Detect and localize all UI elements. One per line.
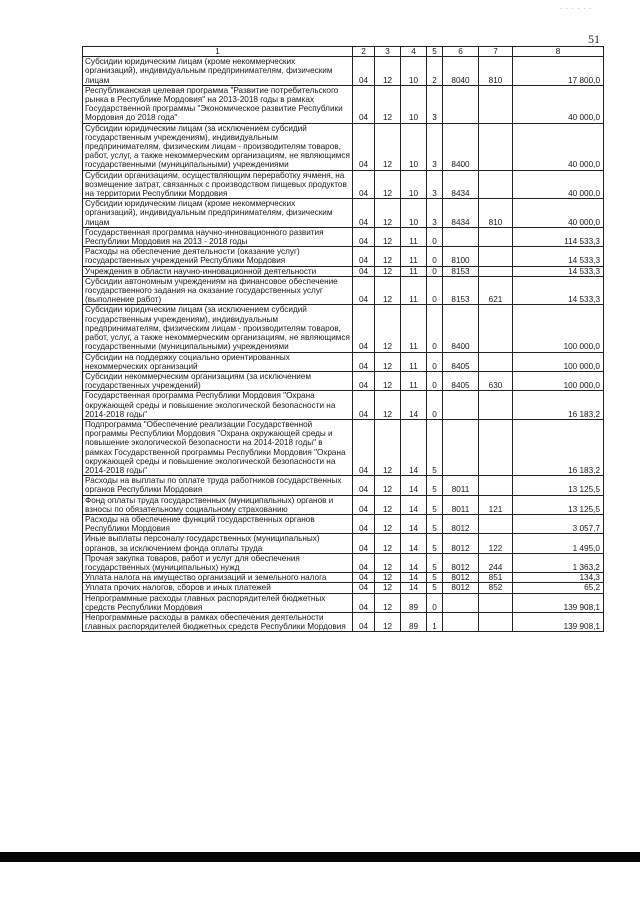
table-row — [83, 247, 604, 266]
row-code-4: 11 — [401, 305, 427, 352]
row-amount: 40 000,0 — [513, 170, 604, 199]
row-code-5: 3 — [427, 85, 443, 123]
row-code-6: 8434 — [443, 170, 479, 199]
table-row — [83, 85, 604, 123]
row-code-2: 04 — [353, 514, 375, 533]
row-description: Подпрограмма "Обеспечение реализации Государственной программы Республики Мордовия "Охрана окружающей среды и повышение экологической безопасности на 2014-2018 годы" в рамках Государственной программы Республики Мордовия "Охрана окружающей среды и повышение экологической безопасности на 2014-2018 годы" — [83, 419, 353, 475]
row-code-4: 14 — [401, 476, 427, 495]
table-row — [83, 371, 604, 390]
row-code-3: 12 — [375, 476, 401, 495]
col-header-4: 4 — [401, 47, 427, 57]
row-code-4: 14 — [401, 573, 427, 583]
row-code-7: 121 — [479, 495, 513, 514]
row-amount: 139 908,1 — [513, 593, 604, 612]
row-description: Субсидии юридическим лицам (кроме некоммерческих организаций), индивидуальным предпринимателям, физическим лицам — [83, 57, 353, 86]
row-code-3: 12 — [375, 199, 401, 228]
row-code-7 — [479, 123, 513, 170]
row-code-6: 8012 — [443, 583, 479, 593]
row-code-3: 12 — [375, 170, 401, 199]
row-code-4: 14 — [401, 419, 427, 475]
row-amount: 14 533,3 — [513, 276, 604, 305]
row-code-6 — [443, 419, 479, 475]
row-code-3: 12 — [375, 612, 401, 631]
row-description: Субсидии организациям, осуществляющим переработку ячменя, на возмещение затрат, связанных с производством пищевых продуктов на территории Республики Мордовия — [83, 170, 353, 199]
col-header-8: 8 — [513, 47, 604, 57]
row-code-4: 10 — [401, 123, 427, 170]
row-code-6: 8153 — [443, 266, 479, 276]
row-code-4: 11 — [401, 247, 427, 266]
row-amount: 100 000,0 — [513, 371, 604, 390]
col-header-2: 2 — [353, 47, 375, 57]
row-code-3: 12 — [375, 123, 401, 170]
row-code-3: 12 — [375, 352, 401, 371]
row-code-2: 04 — [353, 391, 375, 420]
row-code-3: 12 — [375, 495, 401, 514]
row-code-2: 04 — [353, 495, 375, 514]
row-amount: 3 057,7 — [513, 514, 604, 533]
row-code-6: 8011 — [443, 495, 479, 514]
row-code-5: 3 — [427, 199, 443, 228]
row-code-2: 04 — [353, 57, 375, 86]
row-code-5: 5 — [427, 495, 443, 514]
row-code-4: 10 — [401, 170, 427, 199]
row-description: Субсидии на поддержку социально ориентированных некоммерческих организаций — [83, 352, 353, 371]
table-row — [83, 305, 604, 352]
row-code-2: 04 — [353, 534, 375, 553]
row-description: Республиканская целевая программа "Развитие потребительского рынка в Республике Мордовия" на 2013-2018 годы в рамках Государственной программы "Экономическое развитие Республики Мордовия до 2018 года" — [83, 85, 353, 123]
row-code-6: 8405 — [443, 352, 479, 371]
row-code-4: 14 — [401, 553, 427, 572]
row-code-6: 8400 — [443, 305, 479, 352]
row-description: Расходы на обеспечение функций государственных органов Республики Мордовия — [83, 514, 353, 533]
row-code-6 — [443, 85, 479, 123]
row-description: Субсидии некоммерческим организациям (за исключением государственных учреждений) — [83, 371, 353, 390]
table-row — [83, 123, 604, 170]
row-code-6 — [443, 227, 479, 246]
row-code-2: 04 — [353, 247, 375, 266]
row-code-5: 3 — [427, 170, 443, 199]
row-code-7 — [479, 266, 513, 276]
row-code-5: 5 — [427, 573, 443, 583]
row-code-3: 12 — [375, 227, 401, 246]
row-code-5: 5 — [427, 553, 443, 572]
row-code-7 — [479, 593, 513, 612]
row-code-5: 1 — [427, 612, 443, 631]
col-header-1: 1 — [83, 47, 353, 57]
row-code-3: 12 — [375, 553, 401, 572]
row-code-5: 0 — [427, 391, 443, 420]
row-code-3: 12 — [375, 534, 401, 553]
table-row — [83, 391, 604, 420]
row-code-7 — [479, 170, 513, 199]
row-amount: 14 533,3 — [513, 247, 604, 266]
row-code-5: 0 — [427, 371, 443, 390]
row-code-5: 0 — [427, 593, 443, 612]
row-code-3: 12 — [375, 593, 401, 612]
row-amount: 134,3 — [513, 573, 604, 583]
row-code-5: 0 — [427, 227, 443, 246]
row-code-5: 0 — [427, 276, 443, 305]
row-amount: 65,2 — [513, 583, 604, 593]
table-row — [83, 553, 604, 572]
row-code-4: 14 — [401, 391, 427, 420]
row-code-7: 810 — [479, 199, 513, 228]
row-code-2: 04 — [353, 612, 375, 631]
row-code-7 — [479, 352, 513, 371]
row-code-6 — [443, 391, 479, 420]
row-code-6: 8011 — [443, 476, 479, 495]
row-code-7 — [479, 305, 513, 352]
row-code-3: 12 — [375, 514, 401, 533]
row-amount: 16 183,2 — [513, 419, 604, 475]
row-code-2: 04 — [353, 170, 375, 199]
col-header-6: 6 — [443, 47, 479, 57]
row-code-2: 04 — [353, 305, 375, 352]
row-amount: 40 000,0 — [513, 85, 604, 123]
row-code-2: 04 — [353, 419, 375, 475]
row-code-6: 8012 — [443, 573, 479, 583]
table-row — [83, 593, 604, 612]
table-body — [83, 57, 604, 632]
row-code-3: 12 — [375, 266, 401, 276]
table-row — [83, 419, 604, 475]
row-code-7 — [479, 247, 513, 266]
row-code-3: 12 — [375, 371, 401, 390]
row-description: Учреждения в области научно-инновационной деятельности — [83, 266, 353, 276]
row-code-6: 8012 — [443, 553, 479, 572]
table-row — [83, 495, 604, 514]
row-amount: 1 363,2 — [513, 553, 604, 572]
table-row — [83, 170, 604, 199]
row-code-7: 810 — [479, 57, 513, 86]
row-code-3: 12 — [375, 391, 401, 420]
row-description: Субсидии юридическим лицам (кроме некоммерческих организаций), индивидуальным предпринимателям, физическим лицам — [83, 199, 353, 228]
row-description: Фонд оплаты труда государственных (муниципальных) органов и взносы по обязательному социальному страхованию — [83, 495, 353, 514]
row-code-4: 11 — [401, 276, 427, 305]
row-code-2: 04 — [353, 276, 375, 305]
row-code-2: 04 — [353, 476, 375, 495]
row-amount: 40 000,0 — [513, 199, 604, 228]
row-code-4: 14 — [401, 534, 427, 553]
row-code-7: 852 — [479, 583, 513, 593]
row-code-7 — [479, 419, 513, 475]
row-code-7: 630 — [479, 371, 513, 390]
row-description: Субсидии юридическим лицам (за исключением субсидий государственным учреждениям), индивидуальным предпринимателям, физическим лицам - производителям товаров, работ, услуг, а также некоммерческим организациям, не являющимся государственными (муниципальными) учреждениями — [83, 305, 353, 352]
row-code-5: 0 — [427, 352, 443, 371]
row-description: Непрограммные расходы главных распорядителей бюджетных средств Республики Мордовия — [83, 593, 353, 612]
table-row — [83, 534, 604, 553]
table-row — [83, 514, 604, 533]
row-amount: 1 495,0 — [513, 534, 604, 553]
row-code-5: 2 — [427, 57, 443, 86]
row-code-2: 04 — [353, 85, 375, 123]
table-row — [83, 266, 604, 276]
table-row — [83, 227, 604, 246]
table-row — [83, 276, 604, 305]
row-amount: 13 125,5 — [513, 495, 604, 514]
col-header-7: 7 — [479, 47, 513, 57]
row-code-7: 244 — [479, 553, 513, 572]
row-amount: 16 183,2 — [513, 391, 604, 420]
row-amount: 100 000,0 — [513, 305, 604, 352]
row-code-6: 8153 — [443, 276, 479, 305]
row-code-6 — [443, 612, 479, 631]
row-code-3: 12 — [375, 583, 401, 593]
row-code-4: 89 — [401, 593, 427, 612]
row-code-4: 11 — [401, 227, 427, 246]
row-code-6: 8012 — [443, 514, 479, 533]
table-row — [83, 476, 604, 495]
row-description: Государственная программа научно-инновационного развития Республики Мордовия на 2013 - 2018 годы — [83, 227, 353, 246]
page-number: 51 — [588, 32, 600, 46]
row-code-5: 3 — [427, 123, 443, 170]
row-code-6: 8012 — [443, 534, 479, 553]
row-code-4: 14 — [401, 514, 427, 533]
col-header-5: 5 — [427, 47, 443, 57]
row-amount: 40 000,0 — [513, 123, 604, 170]
row-code-4: 10 — [401, 199, 427, 228]
col-header-3: 3 — [375, 47, 401, 57]
table-row — [83, 57, 604, 86]
row-amount: 100 000,0 — [513, 352, 604, 371]
row-code-3: 12 — [375, 247, 401, 266]
table-row — [83, 573, 604, 583]
row-code-6: 8400 — [443, 123, 479, 170]
row-code-2: 04 — [353, 266, 375, 276]
row-code-2: 04 — [353, 352, 375, 371]
row-description: Субсидии юридическим лицам (за исключением субсидий государственным учреждениям), индивидуальным предпринимателям, физическим лицам - производителям товаров, работ, услуг, а также некоммерческим организациям, не являющимся государственными (муниципальными) учреждениями — [83, 123, 353, 170]
row-code-5: 5 — [427, 514, 443, 533]
row-code-5: 5 — [427, 476, 443, 495]
row-code-2: 04 — [353, 553, 375, 572]
row-code-7 — [479, 391, 513, 420]
row-code-4: 89 — [401, 612, 427, 631]
row-code-3: 12 — [375, 573, 401, 583]
row-code-7: 621 — [479, 276, 513, 305]
table-row — [83, 352, 604, 371]
table-row — [83, 612, 604, 631]
row-code-3: 12 — [375, 57, 401, 86]
row-description: Государственная программа Республики Мордовия "Охрана окружающей среды и повышение экологической безопасности на 2014-2018 годы" — [83, 391, 353, 420]
row-code-4: 10 — [401, 57, 427, 86]
row-code-5: 0 — [427, 247, 443, 266]
row-code-2: 04 — [353, 227, 375, 246]
row-code-3: 12 — [375, 276, 401, 305]
row-code-5: 5 — [427, 419, 443, 475]
row-code-4: 11 — [401, 352, 427, 371]
row-amount: 139 908,1 — [513, 612, 604, 631]
row-code-6: 8100 — [443, 247, 479, 266]
row-amount: 13 125,5 — [513, 476, 604, 495]
scan-bottom-edge — [0, 852, 640, 862]
row-code-4: 10 — [401, 85, 427, 123]
row-code-2: 04 — [353, 593, 375, 612]
row-code-7: 122 — [479, 534, 513, 553]
row-code-5: 5 — [427, 534, 443, 553]
row-code-6: 8040 — [443, 57, 479, 86]
row-code-3: 12 — [375, 85, 401, 123]
row-code-3: 12 — [375, 305, 401, 352]
row-description: Уплата налога на имущество организаций и земельного налога — [83, 573, 353, 583]
row-code-4: 14 — [401, 583, 427, 593]
row-code-7: 851 — [479, 573, 513, 583]
row-code-7 — [479, 514, 513, 533]
row-code-2: 04 — [353, 573, 375, 583]
row-code-6: 8434 — [443, 199, 479, 228]
row-code-5: 0 — [427, 266, 443, 276]
row-amount: 114 533,3 — [513, 227, 604, 246]
row-description: Прочая закупка товаров, работ и услуг для обеспечения государственных (муниципальных) нужд — [83, 553, 353, 572]
header-row — [83, 47, 604, 57]
row-amount: 14 533,3 — [513, 266, 604, 276]
row-description: Расходы на выплаты по оплате труда работников государственных органов Республики Мордовия — [83, 476, 353, 495]
row-code-2: 04 — [353, 199, 375, 228]
row-code-2: 04 — [353, 123, 375, 170]
table-row — [83, 583, 604, 593]
row-description: Иные выплаты персоналу государственных (муниципальных) органов, за исключением фонда оплаты труда — [83, 534, 353, 553]
row-code-7 — [479, 227, 513, 246]
table-row — [83, 199, 604, 228]
row-code-4: 14 — [401, 495, 427, 514]
row-code-2: 04 — [353, 371, 375, 390]
row-description: Уплата прочих налогов, сборов и иных платежей — [83, 583, 353, 593]
row-description: Непрограммные расходы в рамках обеспечения деятельности главных распорядителей бюджетных средств Республики Мордовия — [83, 612, 353, 631]
row-code-7 — [479, 612, 513, 631]
row-code-5: 5 — [427, 583, 443, 593]
scan-mark: . . . . . . — [560, 4, 593, 11]
row-amount: 17 800,0 — [513, 57, 604, 86]
row-code-6 — [443, 593, 479, 612]
budget-table — [82, 46, 604, 632]
row-description: Расходы на обеспечение деятельности (оказание услуг) государственных учреждений Республики Мордовия — [83, 247, 353, 266]
row-code-4: 11 — [401, 371, 427, 390]
row-code-4: 11 — [401, 266, 427, 276]
row-code-6: 8405 — [443, 371, 479, 390]
row-description: Субсидии автономным учреждениям на финансовое обеспечение государственного задания на оказание государственных услуг (выполнение работ) — [83, 276, 353, 305]
row-code-2: 04 — [353, 583, 375, 593]
row-code-7 — [479, 85, 513, 123]
row-code-3: 12 — [375, 419, 401, 475]
row-code-5: 0 — [427, 305, 443, 352]
row-code-7 — [479, 476, 513, 495]
